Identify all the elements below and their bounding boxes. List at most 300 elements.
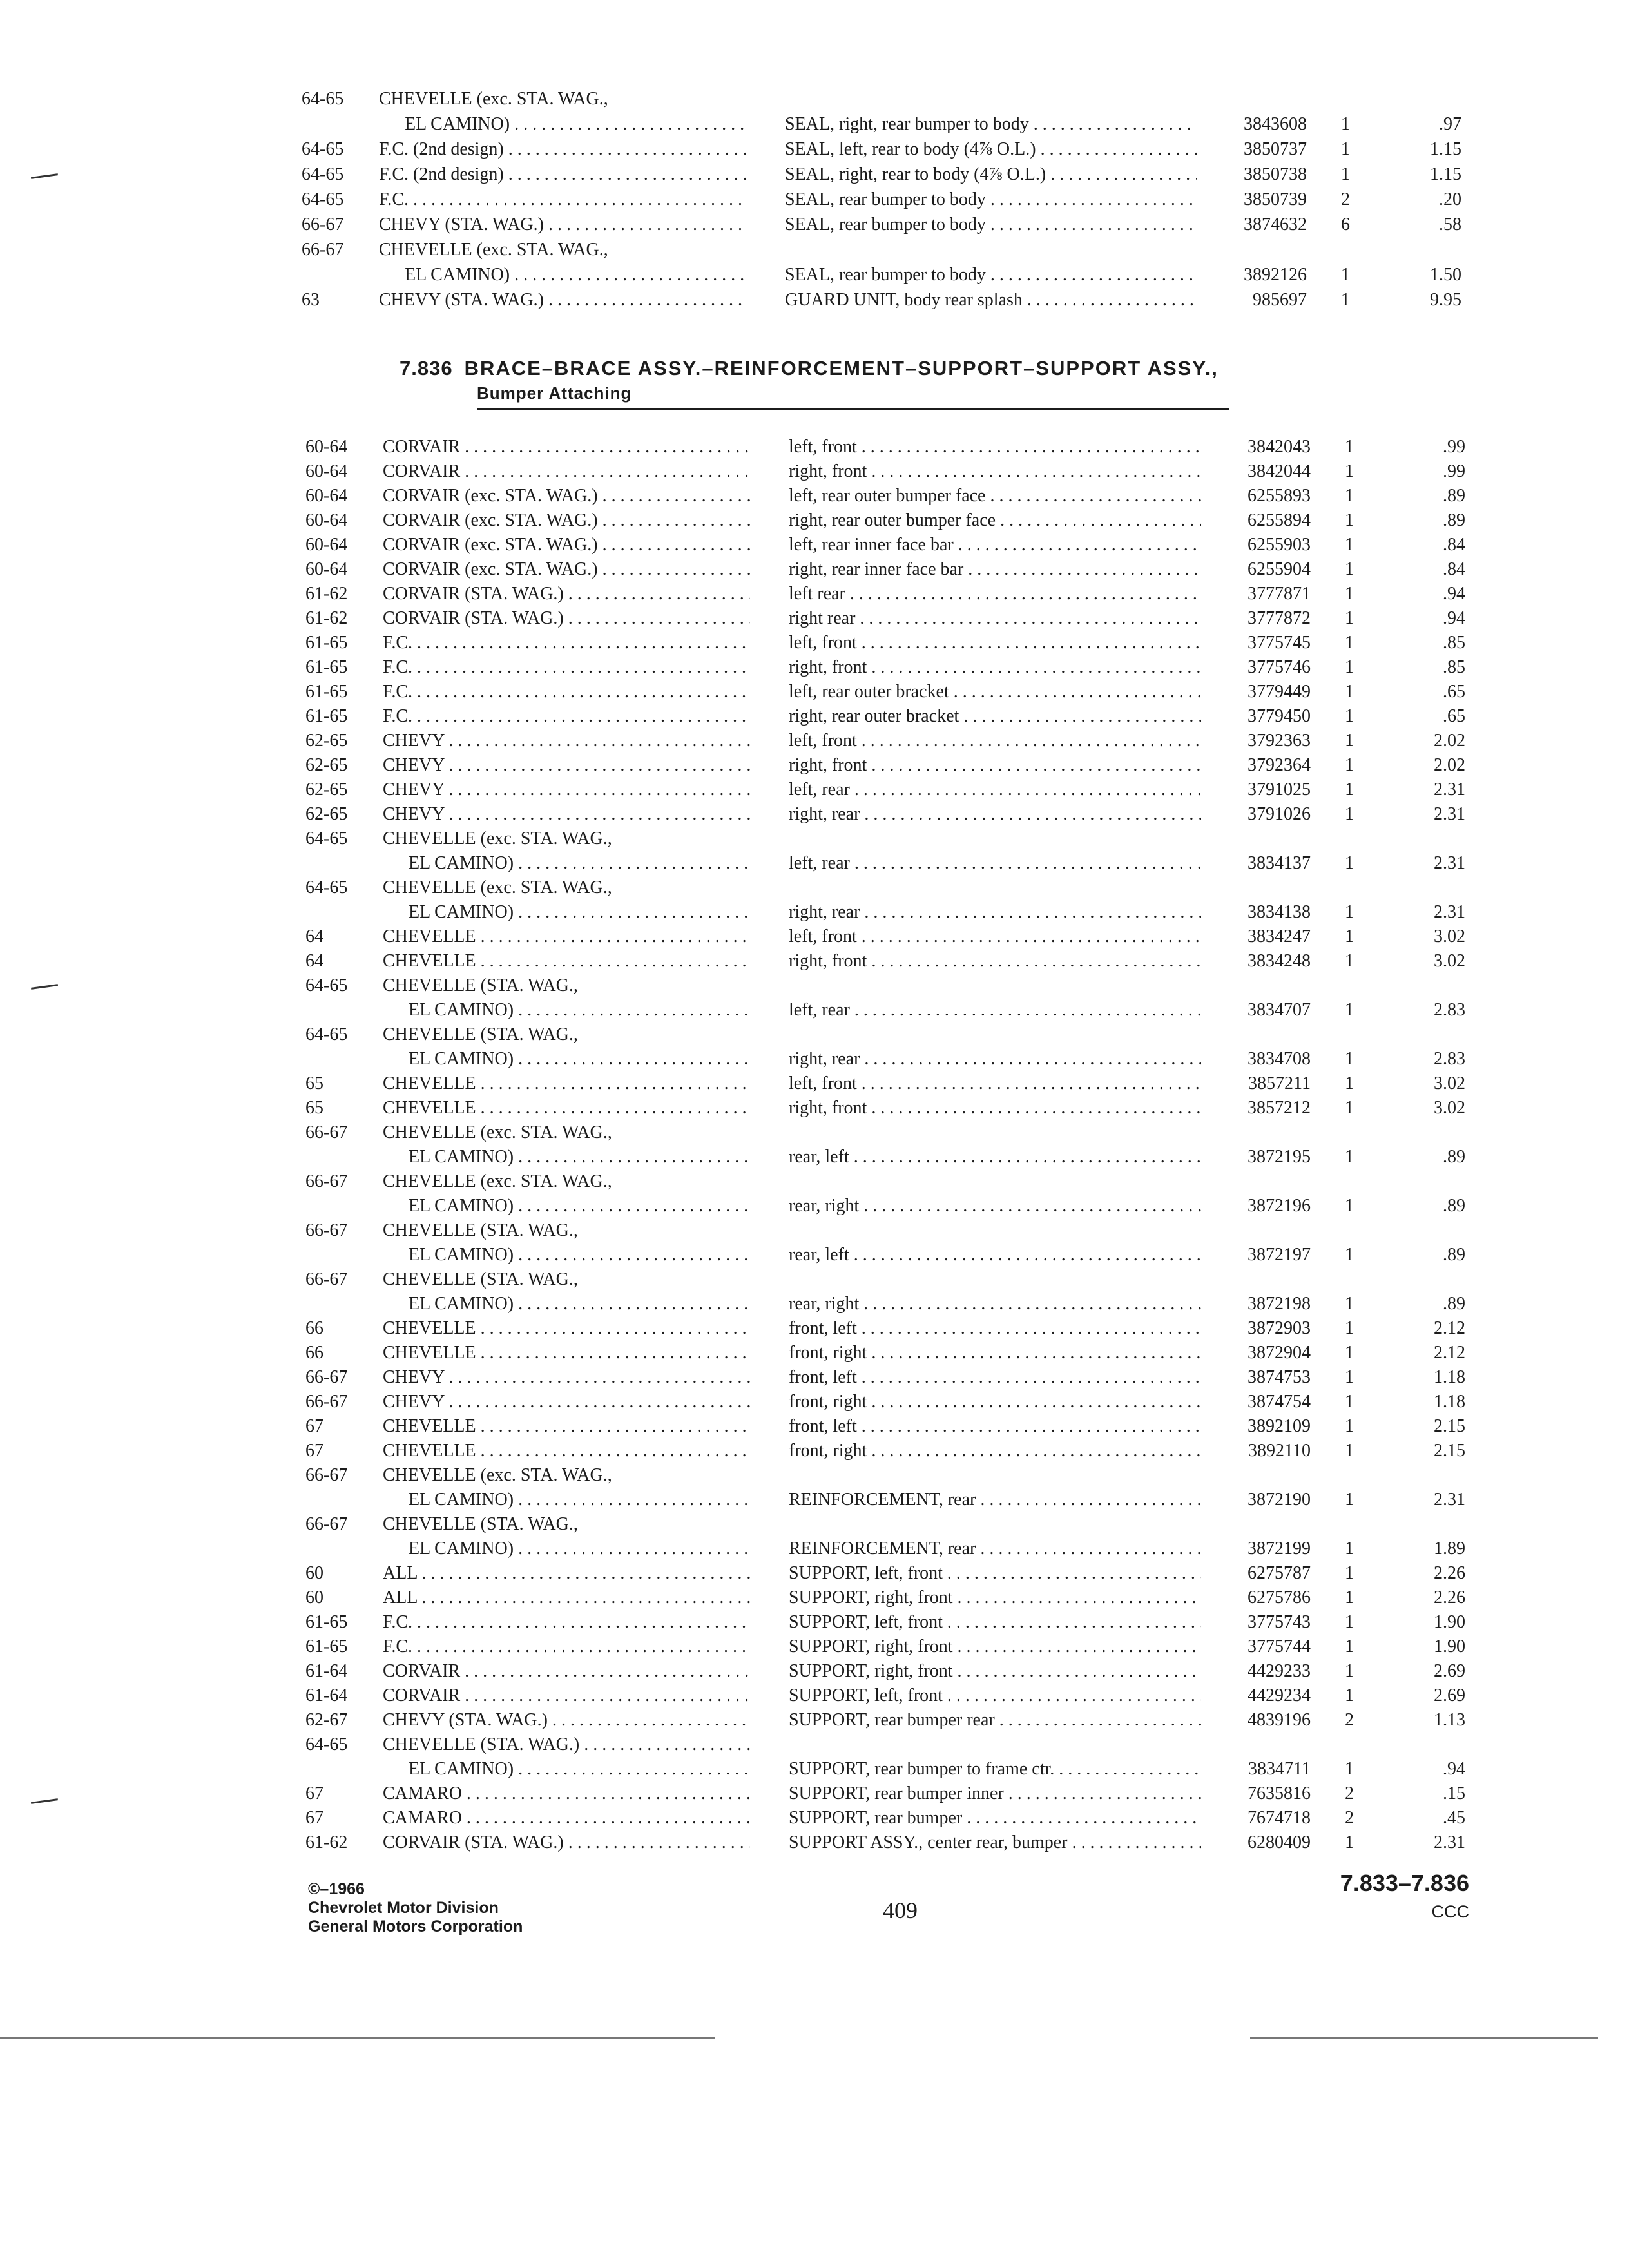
table-row xyxy=(302,163,1474,186)
model-name xyxy=(383,1072,750,1095)
price xyxy=(1369,1415,1465,1438)
table-row xyxy=(305,1439,1478,1463)
part-number xyxy=(1197,264,1307,287)
part-description xyxy=(785,138,1197,161)
part-description-text: SUPPORT, rear bumper . . . xyxy=(789,1808,1201,1828)
year-range-text: 66-67 xyxy=(305,1171,348,1191)
table-row xyxy=(305,876,1478,899)
part-description xyxy=(789,631,1201,655)
part-number-text: 3874632 xyxy=(1244,215,1307,235)
quantity-text: 2 xyxy=(1341,189,1350,209)
part-number xyxy=(1201,754,1311,777)
part-description xyxy=(785,113,1197,136)
model-name-text: CHEVELLE (STA. WAG., xyxy=(383,1024,578,1044)
part-description xyxy=(789,485,1201,508)
price xyxy=(1369,436,1465,459)
quantity-text: 1 xyxy=(1345,1000,1354,1020)
year-range-text: 60-64 xyxy=(305,486,348,506)
part-description xyxy=(785,213,1197,236)
quantity-text: 1 xyxy=(1345,657,1354,677)
part-description-text: SUPPORT, right, front . . . xyxy=(789,1661,1201,1681)
price xyxy=(1369,1341,1465,1365)
model-name-text: CHEVY . . . xyxy=(383,1367,750,1387)
model-name xyxy=(383,1831,750,1854)
price xyxy=(1365,113,1461,136)
part-number xyxy=(1201,1537,1311,1561)
year-range xyxy=(305,631,383,655)
quantity xyxy=(1333,289,1358,312)
part-description-text: left, rear . . . xyxy=(789,780,1201,800)
model-name xyxy=(383,582,750,606)
section-rule xyxy=(477,408,1229,410)
part-number xyxy=(1201,1244,1311,1267)
model-name-text: CORVAIR . . . xyxy=(383,1686,750,1706)
model-name xyxy=(383,729,750,753)
price-text: 1.15 xyxy=(1430,139,1461,159)
table-row xyxy=(305,1390,1478,1414)
year-range-text: 61-65 xyxy=(305,1612,348,1632)
part-description-text: front, right . . . xyxy=(789,1343,1201,1363)
price xyxy=(1369,680,1465,704)
part-number-text: 6275786 xyxy=(1248,1588,1311,1608)
model-name-text: CORVAIR . . . xyxy=(383,461,750,481)
part-number xyxy=(1201,631,1311,655)
table-row xyxy=(305,1341,1478,1365)
table-row xyxy=(305,1537,1478,1561)
model-name xyxy=(383,558,750,581)
price xyxy=(1369,1488,1465,1512)
part-number xyxy=(1201,778,1311,802)
model-name-text: CORVAIR (STA. WAG.) . . . xyxy=(383,584,750,604)
price-text: 2.31 xyxy=(1434,853,1465,873)
part-description xyxy=(789,1072,1201,1095)
part-description xyxy=(789,1415,1201,1438)
part-number xyxy=(1201,607,1311,630)
table-row xyxy=(305,901,1478,924)
model-name-text: CORVAIR (exc. STA. WAG.) . . . xyxy=(383,486,750,506)
part-description-text: GUARD UNIT, body rear splash . . . xyxy=(785,290,1197,310)
price-text: 2.31 xyxy=(1434,902,1465,922)
model-name xyxy=(409,901,750,924)
part-number-text: 3834248 xyxy=(1248,951,1311,971)
price-text: 2.15 xyxy=(1434,1416,1465,1436)
part-number-text: 3792363 xyxy=(1248,731,1311,751)
year-range-text: 64-65 xyxy=(305,975,348,995)
quantity-text: 1 xyxy=(1345,1294,1354,1314)
part-number xyxy=(1201,1782,1311,1805)
quantity-text: 1 xyxy=(1345,461,1354,481)
part-number-text: 3779449 xyxy=(1248,682,1311,702)
part-description xyxy=(789,1195,1201,1218)
part-number-text: 3874754 xyxy=(1248,1392,1311,1412)
year-range-text: 66-67 xyxy=(305,1392,348,1412)
part-description xyxy=(789,1586,1201,1610)
table-row xyxy=(305,1293,1478,1316)
quantity xyxy=(1336,631,1362,655)
quantity-text: 2 xyxy=(1345,1710,1354,1730)
quantity xyxy=(1333,264,1358,287)
price xyxy=(1369,778,1465,802)
model-name-text: CHEVELLE . . . xyxy=(383,951,750,971)
table-row xyxy=(305,1513,1478,1536)
part-number-text: 3872903 xyxy=(1248,1318,1311,1338)
year-range-text: 67 xyxy=(305,1808,323,1828)
table-row xyxy=(305,1366,1478,1389)
model-name-text: CHEVELLE (STA. WAG.) . . . xyxy=(383,1735,750,1754)
part-number xyxy=(1201,1439,1311,1463)
part-number-text: 6255903 xyxy=(1248,535,1311,555)
table-row xyxy=(305,1219,1478,1242)
quantity-text: 1 xyxy=(1345,1563,1354,1583)
table-row xyxy=(302,113,1474,136)
part-description-text: SUPPORT, rear bumper to frame ctr. . . . xyxy=(789,1759,1201,1779)
part-number xyxy=(1201,680,1311,704)
quantity xyxy=(1336,1293,1362,1316)
table-row xyxy=(305,533,1478,557)
table-row xyxy=(305,1097,1478,1120)
quantity xyxy=(1336,1341,1362,1365)
part-number xyxy=(1201,1146,1311,1169)
part-number-text: 3842044 xyxy=(1248,461,1311,481)
model-name xyxy=(383,950,750,973)
part-number xyxy=(1201,558,1311,581)
model-name xyxy=(383,1317,750,1340)
price xyxy=(1369,1048,1465,1071)
model-name-text: F.C. . . . xyxy=(383,633,750,653)
part-number xyxy=(1197,138,1307,161)
model-name xyxy=(383,778,750,802)
quantity xyxy=(1336,1390,1362,1414)
year-range xyxy=(305,1170,383,1193)
part-description-text: right, front . . . xyxy=(789,1098,1201,1118)
price-text: 2.69 xyxy=(1434,1661,1465,1681)
part-description-text: left, rear outer bumper face . . . xyxy=(789,486,1201,506)
price xyxy=(1369,901,1465,924)
part-description xyxy=(789,1660,1201,1683)
model-name-text: CHEVY . . . xyxy=(383,731,750,751)
price xyxy=(1369,509,1465,532)
price-text: 2.26 xyxy=(1434,1588,1465,1608)
model-name xyxy=(379,163,746,186)
model-name-text: CHEVELLE (exc. STA. WAG., xyxy=(379,240,608,260)
part-description xyxy=(789,901,1201,924)
part-description-text: SEAL, left, rear to body (4⅞ O.L.) . . . xyxy=(785,139,1197,159)
model-name-text: EL CAMINO) . . . xyxy=(409,1294,750,1314)
margin-mark xyxy=(31,984,58,990)
table-row xyxy=(305,485,1478,508)
year-range xyxy=(305,1611,383,1634)
model-name-text: CHEVY (STA. WAG.) . . . xyxy=(383,1710,750,1730)
model-name xyxy=(409,1293,750,1316)
part-description-text: SUPPORT, right, front . . . xyxy=(789,1588,1201,1608)
model-name-text: EL CAMINO) . . . xyxy=(409,902,750,922)
price xyxy=(1369,631,1465,655)
price-text: 2.31 xyxy=(1434,780,1465,800)
price xyxy=(1369,1586,1465,1610)
part-number xyxy=(1201,1831,1311,1854)
model-name xyxy=(409,1244,750,1267)
table-row xyxy=(305,1170,1478,1193)
model-name xyxy=(383,607,750,630)
part-number xyxy=(1201,1415,1311,1438)
part-description xyxy=(789,1244,1201,1267)
part-number xyxy=(1201,1488,1311,1512)
price-text: 9.95 xyxy=(1430,290,1461,310)
model-name-text: CHEVELLE (exc. STA. WAG., xyxy=(383,1171,612,1191)
quantity-text: 2 xyxy=(1345,1808,1354,1828)
model-name-text: CHEVELLE (STA. WAG., xyxy=(383,1269,578,1289)
model-name xyxy=(383,631,750,655)
model-name xyxy=(383,1366,750,1389)
table-row xyxy=(305,778,1478,802)
table-row xyxy=(305,999,1478,1022)
model-name-text: CHEVELLE (STA. WAG., xyxy=(383,1220,578,1240)
year-range xyxy=(305,1317,383,1340)
part-description-text: right, rear inner face bar . . . xyxy=(789,559,1201,579)
year-range xyxy=(305,974,383,997)
model-name-text: CHEVELLE . . . xyxy=(383,1416,750,1436)
table-row xyxy=(302,213,1474,236)
model-name-text: EL CAMINO) . . . xyxy=(409,1539,750,1559)
price xyxy=(1365,289,1461,312)
quantity xyxy=(1336,754,1362,777)
year-range xyxy=(305,582,383,606)
year-range-text: 64-65 xyxy=(305,1024,348,1044)
model-name-text: CHEVELLE . . . xyxy=(383,1098,750,1118)
model-name-text: CHEVY . . . xyxy=(383,755,750,775)
quantity-text: 1 xyxy=(1345,1612,1354,1632)
part-number-text: 3834707 xyxy=(1248,1000,1311,1020)
part-description-text: REINFORCEMENT, rear . . . xyxy=(789,1539,1201,1559)
part-description-text: right, front . . . xyxy=(789,657,1201,677)
table-row xyxy=(305,460,1478,483)
year-range xyxy=(305,925,383,948)
year-range-text: 64 xyxy=(305,951,323,971)
table-row xyxy=(305,1562,1478,1585)
quantity xyxy=(1333,138,1358,161)
price xyxy=(1369,485,1465,508)
table-row xyxy=(305,1611,1478,1634)
model-name xyxy=(383,1782,750,1805)
price-text: .85 xyxy=(1443,657,1465,677)
part-description-text: right, rear . . . xyxy=(789,902,1201,922)
part-number-text: 3777871 xyxy=(1248,584,1311,604)
bottom-rule xyxy=(0,2037,715,2039)
part-number xyxy=(1201,1072,1311,1095)
quantity xyxy=(1336,680,1362,704)
year-range-text: 64-65 xyxy=(302,139,344,159)
model-name xyxy=(383,1268,750,1291)
table-row xyxy=(305,1023,1478,1046)
model-name xyxy=(383,1219,750,1242)
price xyxy=(1369,1390,1465,1414)
model-name-text: F.C. . . . xyxy=(383,1612,750,1632)
part-description xyxy=(789,656,1201,679)
year-range xyxy=(305,509,383,532)
price xyxy=(1369,1072,1465,1095)
model-name xyxy=(383,1586,750,1610)
quantity xyxy=(1336,1709,1362,1732)
year-range-text: 62-65 xyxy=(305,755,348,775)
price-text: .94 xyxy=(1443,584,1465,604)
year-range-text: 66-67 xyxy=(305,1122,348,1142)
year-range-text: 64-65 xyxy=(302,189,344,209)
part-description xyxy=(789,852,1201,875)
price-text: 2.83 xyxy=(1434,1049,1465,1069)
table-row xyxy=(305,1586,1478,1610)
quantity-text: 1 xyxy=(1345,1343,1354,1363)
price-text: 2.02 xyxy=(1434,755,1465,775)
model-name-text: CHEVELLE . . . xyxy=(383,1073,750,1093)
part-description-text: front, left . . . xyxy=(789,1367,1201,1387)
quantity-text: 1 xyxy=(1345,510,1354,530)
year-range xyxy=(302,188,379,211)
price xyxy=(1369,460,1465,483)
part-number-text: 3872199 xyxy=(1248,1539,1311,1559)
model-name-text: CHEVY (STA. WAG.) . . . xyxy=(379,290,746,310)
quantity xyxy=(1336,485,1362,508)
part-description-text: left, rear outer bracket . . . xyxy=(789,682,1201,702)
part-number xyxy=(1201,1635,1311,1658)
part-number xyxy=(1201,1660,1311,1683)
part-number-text: 3775743 xyxy=(1248,1612,1311,1632)
quantity xyxy=(1336,803,1362,826)
part-description-text: left, rear . . . xyxy=(789,853,1201,873)
part-number xyxy=(1201,950,1311,973)
year-range xyxy=(305,558,383,581)
year-range xyxy=(305,1733,383,1756)
year-range-text: 61-62 xyxy=(305,608,348,628)
model-name-text: CHEVY . . . xyxy=(383,804,750,824)
quantity-text: 1 xyxy=(1345,1147,1354,1167)
price-text: .84 xyxy=(1443,559,1465,579)
model-name xyxy=(383,803,750,826)
part-description xyxy=(789,1048,1201,1071)
part-number-text: 6280409 xyxy=(1248,1832,1311,1852)
price xyxy=(1369,582,1465,606)
model-name-text: CHEVELLE (exc. STA. WAG., xyxy=(383,878,612,898)
price xyxy=(1369,1709,1465,1732)
model-name-text: CHEVELLE (exc. STA. WAG., xyxy=(383,829,612,849)
model-name-text: EL CAMINO) . . . xyxy=(409,1245,750,1265)
part-number xyxy=(1201,509,1311,532)
table-row xyxy=(305,509,1478,532)
quantity xyxy=(1333,163,1358,186)
part-description xyxy=(789,1782,1201,1805)
price-text: .94 xyxy=(1443,1759,1465,1779)
part-description xyxy=(789,1537,1201,1561)
price xyxy=(1369,1684,1465,1707)
quantity-text: 1 xyxy=(1345,1588,1354,1608)
part-description xyxy=(789,533,1201,557)
year-range xyxy=(305,1684,383,1707)
price-text: 3.02 xyxy=(1434,1098,1465,1118)
price-text: 2.02 xyxy=(1434,731,1465,751)
quantity-text: 1 xyxy=(1345,1318,1354,1338)
price xyxy=(1365,163,1461,186)
model-name-text: CHEVELLE . . . xyxy=(383,1318,750,1338)
year-range-text: 65 xyxy=(305,1098,323,1118)
part-number xyxy=(1201,1293,1311,1316)
year-range xyxy=(305,1366,383,1389)
part-number xyxy=(1197,113,1307,136)
part-description-text: left, rear . . . xyxy=(789,1000,1201,1020)
part-description xyxy=(789,1366,1201,1389)
model-name-text: EL CAMINO) . . . xyxy=(409,1759,750,1779)
table-row xyxy=(305,1782,1478,1805)
year-range xyxy=(305,1782,383,1805)
corporation-name: General Motors Corporation xyxy=(308,1917,523,1936)
part-description-text: SEAL, rear bumper to body . . . xyxy=(785,189,1197,209)
price xyxy=(1369,1611,1465,1634)
part-description xyxy=(789,999,1201,1022)
model-name xyxy=(383,754,750,777)
part-number-text: 6275787 xyxy=(1248,1563,1311,1583)
price-text: 3.02 xyxy=(1434,927,1465,947)
model-name-text: CORVAIR (STA. WAG.) . . . xyxy=(383,1832,750,1852)
quantity xyxy=(1336,1562,1362,1585)
year-range xyxy=(305,1341,383,1365)
part-description xyxy=(789,558,1201,581)
part-number xyxy=(1197,163,1307,186)
quantity xyxy=(1336,1439,1362,1463)
price xyxy=(1369,999,1465,1022)
part-number-text: 6255893 xyxy=(1248,486,1311,506)
part-number xyxy=(1201,999,1311,1022)
part-description-text: SUPPORT, left, front . . . xyxy=(789,1563,1201,1583)
price xyxy=(1369,1195,1465,1218)
model-name xyxy=(383,1562,750,1585)
part-number-text: 3834247 xyxy=(1248,927,1311,947)
part-number-text: 3850739 xyxy=(1244,189,1307,209)
model-name-text: CHEVELLE (exc. STA. WAG., xyxy=(383,1122,612,1142)
quantity xyxy=(1333,113,1358,136)
part-description-text: right rear . . . xyxy=(789,608,1201,628)
year-range xyxy=(305,803,383,826)
quantity xyxy=(1336,1831,1362,1854)
part-description xyxy=(789,1562,1201,1585)
price xyxy=(1369,1439,1465,1463)
price-text: .85 xyxy=(1443,633,1465,653)
quantity-text: 1 xyxy=(1345,633,1354,653)
part-number-text: 3872196 xyxy=(1248,1196,1311,1216)
model-name-text: CHEVELLE (exc. STA. WAG., xyxy=(383,1465,612,1485)
model-name-text: CHEVELLE (STA. WAG., xyxy=(383,1514,578,1534)
margin-mark xyxy=(31,1798,58,1804)
table-row xyxy=(305,680,1478,704)
part-number xyxy=(1201,803,1311,826)
quantity xyxy=(1336,558,1362,581)
year-range-text: 67 xyxy=(305,1441,323,1461)
part-description xyxy=(789,1341,1201,1365)
part-number-text: 3792364 xyxy=(1248,755,1311,775)
part-description xyxy=(789,1611,1201,1634)
price xyxy=(1369,925,1465,948)
part-description-text: SUPPORT, rear bumper inner . . . xyxy=(789,1783,1201,1803)
part-description-text: SUPPORT ASSY., center rear, bumper . . . xyxy=(789,1832,1201,1852)
price xyxy=(1369,558,1465,581)
part-number-text: 6255904 xyxy=(1248,559,1311,579)
part-description-text: left rear . . . xyxy=(789,584,1201,604)
table-row xyxy=(302,289,1474,312)
model-name xyxy=(383,1464,750,1487)
year-range-text: 61-64 xyxy=(305,1661,348,1681)
bottom-rule xyxy=(1250,2037,1598,2039)
quantity xyxy=(1333,213,1358,236)
table-row xyxy=(305,1831,1478,1854)
quantity-text: 1 xyxy=(1345,1416,1354,1436)
part-description xyxy=(789,680,1201,704)
